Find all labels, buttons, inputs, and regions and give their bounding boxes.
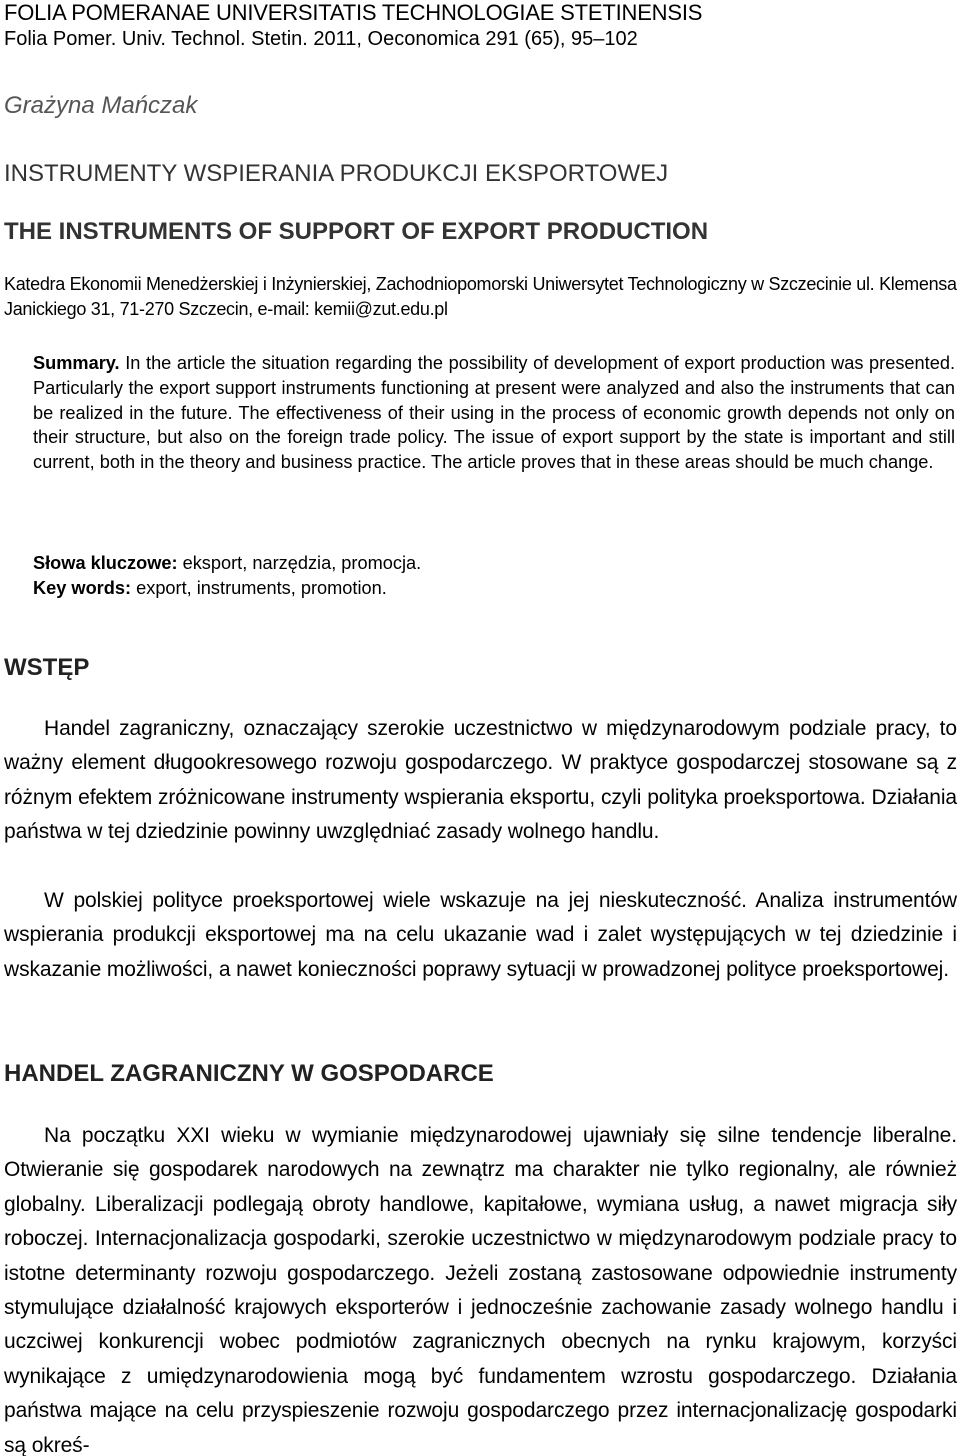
body-paragraph-3: Na początku XXI wieku w wymianie międzynarodowej ujawniały się silne tendencje liberalne. Otwieranie się gospodarek narodowych na zewnątrz ma charakter nie tylko regionalny, ale również globalny. Liberalizacji podlegają obroty handlowe, kapitałowe, wymiana usług, a nawet migracja siły roboczej. Internacjonalizacja gospodarki, szerokie uczestnictwo w międzynarodowym podziale pracy to istotne determinanty rozwoju gospodarczego. Jeżeli zostaną zastosowane odpowiednie instrumenty stymulujące działalność krajowych eksporterów i jednocześnie zachowanie zasady wolnego handlu i uczciwej konkurencji wobec podmiotów zagranicznych obecnych na rynku krajowym, korzyści wynikające z umiędzynarodowienia mogą być fundamentem wzrostu gospodarczego. Działania państwa mające na celu przyspieszenie rozwoju gospodarczego przez internacjonalizację gospodarki są okreś- [4, 1124, 957, 1456]
article-author: Grażyna Mańczak [4, 92, 198, 119]
keywords-english [33, 578, 387, 599]
article-title-english: THE INSTRUMENTS OF SUPPORT OF EXPORT PRODUCTION [4, 218, 709, 245]
article-title-polish: INSTRUMENTY WSPIERANIA PRODUKCJI EKSPORTOWEJ [4, 160, 669, 187]
section-heading-wstep: WSTĘP [4, 654, 90, 681]
keywords-polish-value: eksport, narzędzia, promocja. [182, 553, 422, 573]
body-paragraph-1: Handel zagraniczny, oznaczający szerokie uczestnictwo w międzynarodowym podziale pracy, to ważny element długookresowego rozwoju gospodarczego. W praktyce gospodarczej stosowane są z różnym efektem zróżnicowane instrumenty wspierania eksportu, czyli polityka proeksportowa. Działania państwa w tej dziedzinie powinny uwzględniać zasady wolnego handlu. [4, 717, 957, 844]
journal-title: FOLIA POMERANAE UNIVERSITATIS TECHNOLOGIAE STETINENSIS [4, 0, 703, 25]
journal-citation: Folia Pomer. Univ. Technol. Stetin. 2011, Oeconomica 291 (65), 95–102 [4, 28, 638, 50]
summary-label: Summary. [33, 353, 120, 373]
keywords-english-label: Key words: [33, 578, 132, 598]
keywords-polish-label: Słowa kluczowe: [33, 553, 178, 573]
body-paragraph-2: W polskiej polityce proeksportowej wiele wskazuje na jej nieskuteczność. Analiza instrumentów wspierania produkcji eksportowej ma na celu ukazanie wad i zalet występujących w tej dziedzinie i wskazanie możliwości, a nawet konieczności poprawy sytuacji w prowadzonej polityce proeksportowej. [4, 889, 957, 981]
keywords-polish [33, 553, 421, 574]
summary-text: In the article the situation regarding the possibility of development of export production was presented. Particularly the export support instruments functioning at present were analyzed and also the instruments that can be realized in the future. The effectiveness of their using in the process of economic growth depends not only on their structure, but also on the foreign trade policy. The issue of export support by the state is important and still current, both in the theory and business practice. The article proves that in these areas should be much change. [33, 353, 955, 473]
author-affiliation: Katedra Ekonomii Menedżerskiej i Inżynierskiej, Zachodniopomorski Uniwersytet Technologiczny w Szczecinie ul. Klemensa Janickiego 31, 71-270 Szczecin, e-mail: kemii@zut.edu.pl [4, 274, 957, 319]
summary-paragraph [33, 351, 955, 475]
section-heading-handel: HANDEL ZAGRANICZNY W GOSPODARCE [4, 1060, 494, 1087]
keywords-english-value: export, instruments, promotion. [136, 578, 387, 598]
